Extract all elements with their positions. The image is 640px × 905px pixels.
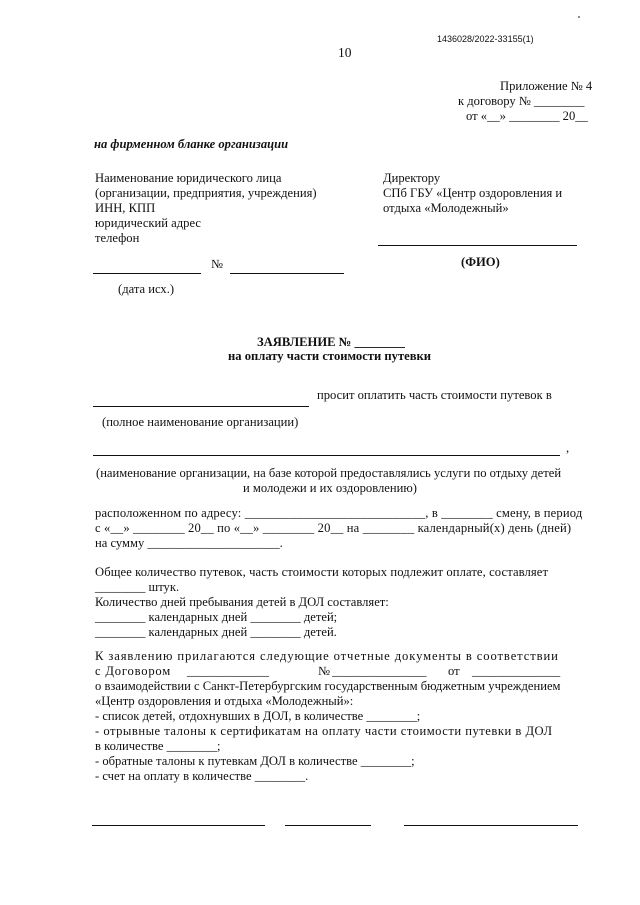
sender-type-label: (организации, предприятия, учреждения): [95, 186, 317, 200]
attachment-item-certificate-count: в количестве ________;: [95, 739, 221, 753]
signature-line: [285, 825, 371, 826]
sender-phone-label: телефон: [95, 231, 140, 245]
contract-date-line: от «__» ________ 20__: [466, 109, 588, 123]
attachment-item-invoice: - счет на оплату в количестве ________.: [95, 769, 309, 783]
provider-line-comma: ,: [566, 441, 570, 455]
address-line: расположенном по адресу: ____________________________, в ________ смену, в период: [95, 506, 583, 520]
stay-days-intro: Количество дней пребывания детей в ДОЛ составляет:: [95, 595, 389, 609]
contract-number-line: к договору № ________: [458, 94, 585, 108]
attachment-item-return-coupons: - обратные талоны к путевкам ДОЛ в количестве ________;: [95, 754, 415, 768]
sender-inn-label: ИНН, КПП: [95, 201, 156, 215]
outgoing-date-label: (дата исх.): [118, 282, 175, 296]
outgoing-number-sign: №: [211, 257, 224, 271]
scan-dot: [578, 16, 580, 18]
attachment-item-children-list: - список детей, отдохнувших в ДОЛ, в количестве ________;: [95, 709, 421, 723]
signature-name-line: [404, 825, 578, 826]
sender-name-label: Наименование юридического лица: [95, 171, 282, 185]
contract-reference-blank-3: ______________: [472, 664, 561, 678]
contract-reference-blank-2: _______________: [332, 664, 427, 678]
request-text: просит оплатить часть стоимости путевок в: [317, 388, 552, 402]
sender-address-label: юридический адрес: [95, 216, 201, 230]
application-subtitle: на оплату части стоимости путевки: [228, 349, 432, 363]
sum-line: на сумму _____________________.: [95, 536, 283, 550]
contract-reference-blank-1: _____________: [187, 664, 269, 678]
organization-name-line: [93, 406, 309, 407]
recipient-signature-line: [378, 245, 577, 246]
attachments-agreement-line: о взаимодействии с Санкт-Петербургским государственным бюджетным учреждением: [95, 679, 561, 693]
outgoing-number-line: [230, 273, 344, 274]
contract-reference-date-label: от: [448, 664, 460, 678]
outgoing-date-line: [93, 273, 201, 274]
page-number: 10: [338, 45, 352, 60]
attachments-intro: К заявлению прилагаются следующие отчетные документы в соответствии: [95, 649, 559, 663]
signature-position-line: [92, 825, 265, 826]
stay-days-line-2: ________ календарных дней ________ детей.: [95, 625, 337, 639]
application-title: ЗАЯВЛЕНИЕ № ________: [257, 335, 405, 349]
period-line: с «__» ________ 20__ по «__» ________ 20__ на ________ календарный(х) день (дней): [95, 521, 572, 535]
total-vouchers-count: ________ штук.: [95, 580, 180, 594]
attachments-center-name: «Центр оздоровления и отдыха «Молодежный»:: [95, 694, 354, 708]
recipient-org-line-2: отдыха «Молодежный»: [383, 201, 509, 215]
contract-reference-number-sign: №: [318, 664, 331, 678]
provider-name-line: [93, 455, 560, 456]
appendix-title: Приложение № 4: [500, 79, 593, 93]
document-code: 1436028/2022-33155(1): [437, 34, 534, 44]
provider-label-line-1: (наименование организации, на базе которой предоставлялись услуги по отдыху детей: [96, 466, 562, 480]
total-vouchers-text: Общее количество путевок, часть стоимости которых подлежит оплате, составляет: [95, 565, 549, 579]
provider-label-line-2: и молодежи и их оздоровлению): [243, 481, 417, 495]
letterhead-note: на фирменном бланке организации: [94, 137, 289, 151]
contract-reference-label: с Договором: [95, 664, 172, 678]
recipient-title: Директору: [383, 171, 441, 185]
attachment-item-certificate-coupons: - отрывные талоны к сертификатам на оплату части стоимости путевки в ДОЛ: [95, 724, 553, 738]
recipient-fio-label: (ФИО): [461, 255, 500, 269]
recipient-org-line-1: СПб ГБУ «Центр оздоровления и: [383, 186, 563, 200]
stay-days-line-1: ________ календарных дней ________ детей;: [95, 610, 338, 624]
organization-full-name-label: (полное наименование организации): [102, 415, 299, 429]
